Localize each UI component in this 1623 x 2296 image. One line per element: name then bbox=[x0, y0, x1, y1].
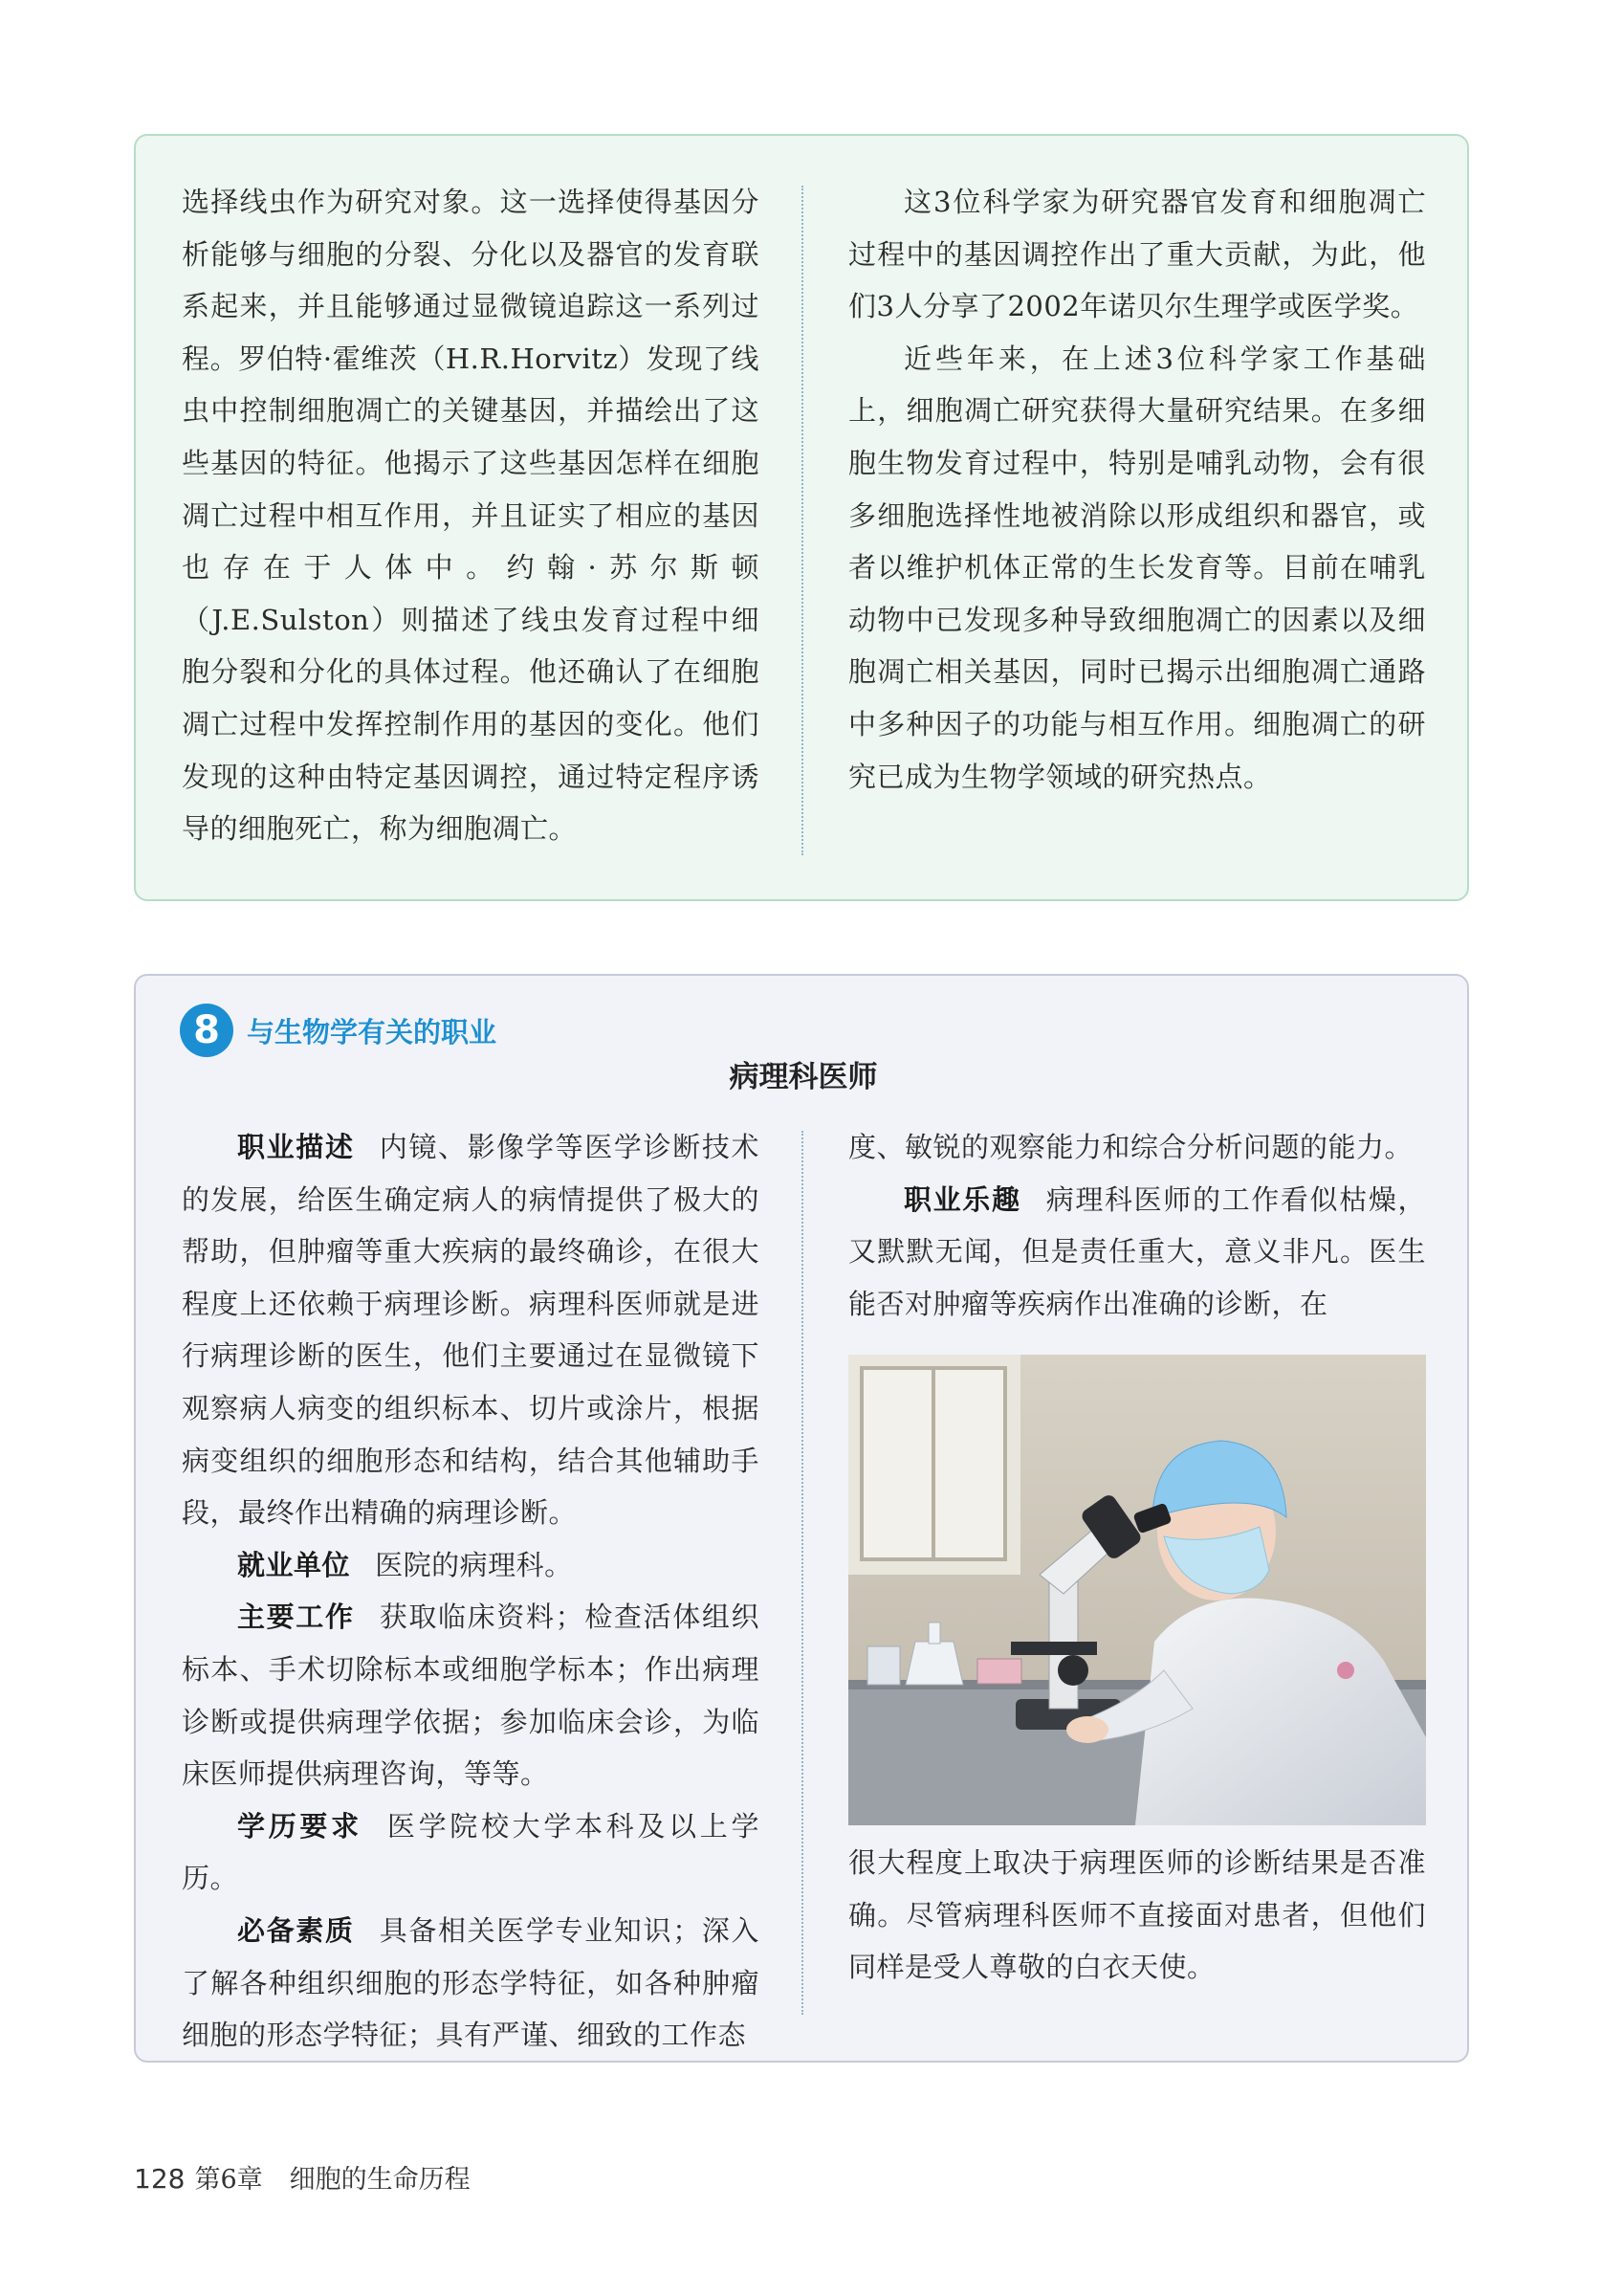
item-text: 具备相关医学专业知识；深入了解各种组织细胞的形态学特征，如各种肿瘤细胞的形态学特征；具有严谨、细致的工作态 bbox=[182, 1913, 759, 2052]
reading-box bbox=[134, 134, 1469, 901]
reading-right-column bbox=[848, 176, 1426, 803]
reading-paragraph: 近些年来，在上述3位科学家工作基础上，细胞凋亡研究获得大量研究结果。在多细胞生物发育过程中，特别是哺乳动物，会有很多细胞选择性地被消除以形成组织和器官，或者以维护机体正常的生长发育等。目前在哺乳动物中已发现多种导致细胞凋亡的因素以及细胞凋亡相关基因，同时已揭示出细胞凋亡通路中多种因子的功能与相互作用。细胞凋亡的研究已成为生物学领域的研究热点。 bbox=[848, 342, 1426, 793]
career-item bbox=[182, 1539, 759, 1592]
pathologist-photo bbox=[848, 1355, 1426, 1825]
career-title: 病理科医师 bbox=[729, 1060, 878, 1094]
reading-left-column bbox=[182, 176, 759, 855]
item-term: 主要工作 bbox=[237, 1601, 355, 1634]
reading-paragraph: 选择线虫作为研究对象。这一选择使得基因分析能够与细胞的分裂、分化以及器官的发育联系起来，并且能够通过显微镜追踪这一系列过程。罗伯特·霍维茨（H.R.Horvitz）发现了线虫中控制细胞凋亡的关键基因，并描绘出了这些基因的特征。他揭示了这些基因怎样在细胞凋亡过程中相互作用，并且证实了相应的基因也存在于人体中。约翰·苏尔斯顿（J.E.Sulston）则描述了线虫发育过程中细胞分裂和分化的具体过程。他还确认了在细胞凋亡过程中发挥控制作用的基因的变化。他们发现的这种由特定基因调控，通过特定程序诱导的细胞死亡，称为细胞凋亡。 bbox=[182, 186, 759, 846]
chapter-title: 细胞的生命历程 bbox=[289, 2165, 471, 2195]
career-continuation: 度、敏锐的观察能力和综合分析问题的能力。 bbox=[848, 1131, 1414, 1163]
career-right-column-top bbox=[848, 1121, 1426, 1330]
career-box bbox=[134, 974, 1469, 2063]
item-term: 学历要求 bbox=[237, 1809, 362, 1843]
career-item bbox=[182, 1905, 759, 2062]
career-item bbox=[848, 1174, 1426, 1331]
career-item bbox=[182, 1121, 759, 1539]
pathologist-at-microscope-image bbox=[848, 1355, 1426, 1825]
section-number-badge: 8 bbox=[180, 1004, 233, 1057]
item-term: 职业乐趣 bbox=[904, 1182, 1021, 1216]
column-divider bbox=[801, 186, 803, 855]
item-text: 内镜、影像学等医学诊断技术的发展，给医生确定病人的病情提供了极大的帮助，但肿瘤等重大疾病的最终确诊，在很大程度上还依赖于病理诊断。病理科医师就是进行病理诊断的医生，他们主要通过在显微镜下观察病人病变的组织标本、切片或涂片，根据病变组织的细胞形态和结构，结合其他辅助手段，最终作出精确的病理诊断。 bbox=[182, 1131, 759, 1530]
item-text: 医院的病理科。 bbox=[375, 1548, 573, 1581]
career-continuation: 很大程度上取决于病理医师的诊断结果是否准确。尽管病理科医师不直接面对患者，但他们同样是受人尊敬的白衣天使。 bbox=[848, 1846, 1426, 1984]
column-divider bbox=[801, 1131, 803, 2015]
section-header bbox=[180, 1003, 496, 1058]
reading-paragraph: 这3位科学家为研究器官发育和细胞凋亡过程中的基因调控作出了重大贡献，为此，他们3人分享了2002年诺贝尔生理学或医学奖。 bbox=[848, 186, 1426, 323]
career-right-column-bottom bbox=[848, 1837, 1426, 1994]
item-term: 必备素质 bbox=[237, 1913, 355, 1947]
item-term: 就业单位 bbox=[237, 1548, 351, 1581]
page-number: 128 bbox=[134, 2163, 186, 2195]
page-footer bbox=[134, 2158, 471, 2196]
career-item bbox=[182, 1591, 759, 1799]
item-text: 医学院校大学本科及以上学历。 bbox=[182, 1809, 759, 1895]
section-title: 与生物学有关的职业 bbox=[247, 1015, 497, 1049]
item-term: 职业描述 bbox=[237, 1131, 355, 1163]
item-text: 获取临床资料；检查活体组织标本、手术切除标本或细胞学标本；作出病理诊断或提供病理学依据；参加临床会诊，为临床医师提供病理咨询，等等。 bbox=[182, 1601, 759, 1791]
item-text: 病理科医师的工作看似枯燥，又默默无闻，但是责任重大，意义非凡。医生能否对肿瘤等疾病作出准确的诊断，在 bbox=[848, 1182, 1426, 1320]
career-left-column bbox=[182, 1121, 759, 2062]
career-item bbox=[182, 1800, 759, 1905]
chapter-label: 第6章 bbox=[194, 2165, 263, 2195]
